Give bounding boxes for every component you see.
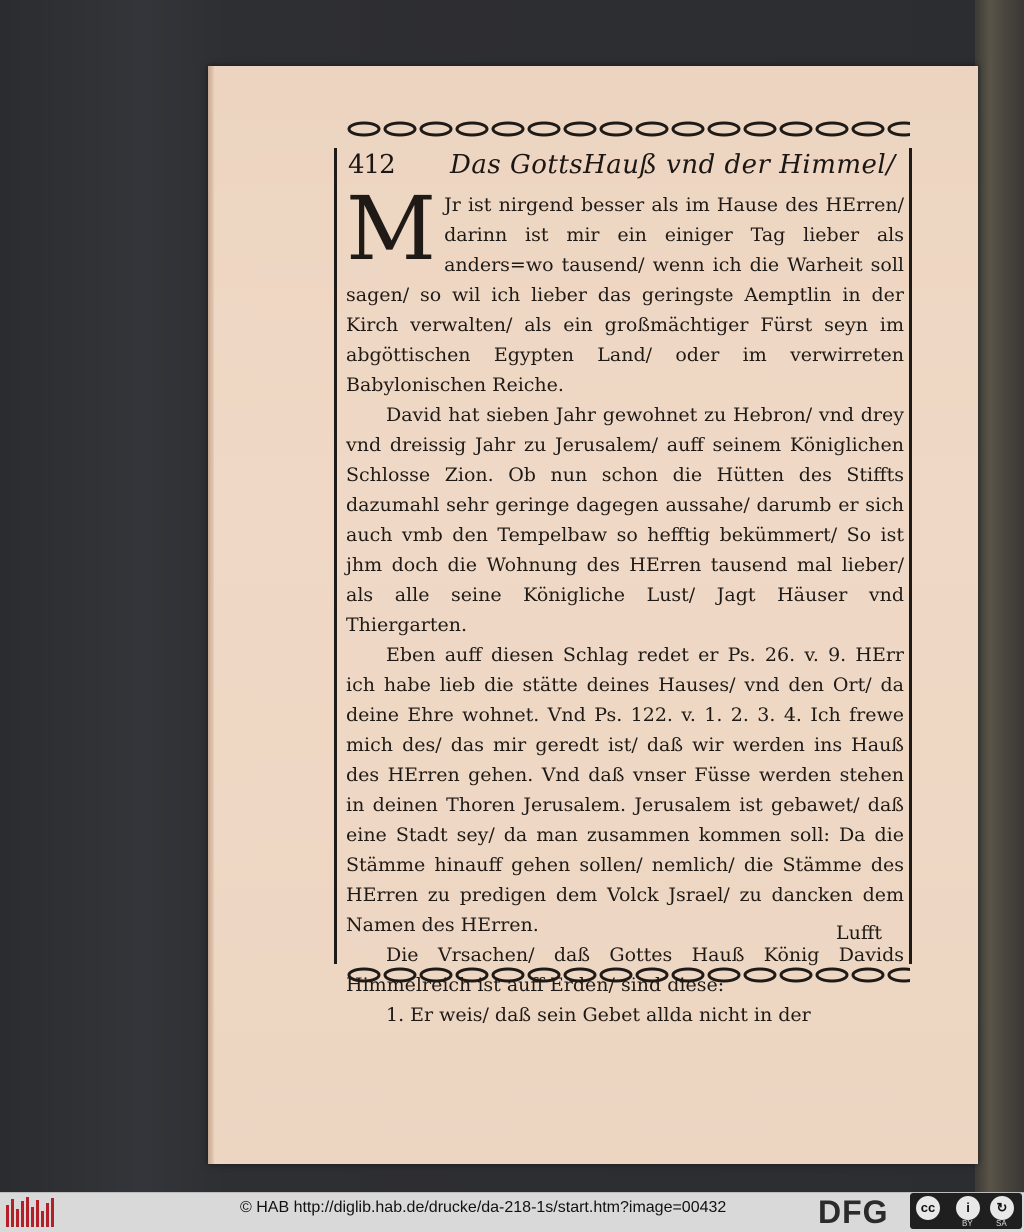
- paragraph-2: David hat sieben Jahr gewohnet zu Hebron/ vnd drey vnd dreissig Jahr zu Jerusalem/ auff seinem Königlichen Schlosse Zion. Ob nun schon die Hütten des Stiffts dazumahl sehr geringe dagegen aussahe/ darumb er sich auch vmb den Tempelbaw so hefftig bekümmert/ So ist jhm doch die Wohnung des HErren tausend mal lieber/ als alle seine Königliche Lust/ Jagt Häuser vnd Thiergarten.: [346, 404, 904, 636]
- ornament-link: [349, 123, 379, 135]
- ornament-link: [601, 123, 631, 135]
- page-edge: [208, 66, 214, 1164]
- paragraph-text: Jr ist nirgend besser als im Hause des HErren/ darinn ist mir ein einiger Tag lieber als anders=wo tausend/ wenn ich die Warheit soll sagen/ so wil ich lieber das geringste Aemptlin in der Kirch verwalten/ als ein großmächtiger Fürst seyn im abgöttischen Egypten Land/ oder im verwirreten Babylonischen Reiche.: [346, 194, 904, 396]
- ornament-link: [457, 123, 487, 135]
- ornament-link: [385, 123, 415, 135]
- ornament-link: [493, 123, 523, 135]
- ornament-link: [709, 123, 739, 135]
- ornament-link: [745, 123, 775, 135]
- paragraph-4: Die Vrsachen/ daß Gottes Hauß König Davids Himmelreich ist auff Erden/ sind diese:: [346, 944, 904, 996]
- ornament-link: [817, 969, 847, 981]
- ornament-link: [673, 123, 703, 135]
- body-text: [346, 177, 904, 1030]
- hab-logo-icon[interactable]: [6, 1197, 54, 1227]
- ornament-link: [421, 123, 451, 135]
- cc-license-badge[interactable]: [910, 1193, 1022, 1229]
- ornament-link: [637, 123, 667, 135]
- ornament-link: [889, 123, 910, 135]
- by-icon: i: [956, 1196, 980, 1220]
- ornament-link: [637, 969, 667, 981]
- source-link[interactable]: © HAB http://diglib.hab.de/drucke/da-218-1s/start.htm?image=00432: [240, 1199, 727, 1216]
- cc-icon: cc: [916, 1196, 940, 1220]
- ornament-link: [601, 969, 631, 981]
- ornament-link: [529, 123, 559, 135]
- drop-capital: M: [346, 177, 437, 280]
- ornament-link: [781, 123, 811, 135]
- ornament-link: [673, 969, 703, 981]
- sa-label: SA: [996, 1219, 1007, 1228]
- ornament-link: [421, 969, 451, 981]
- ornament-link: [853, 969, 883, 981]
- ornament-link: [781, 969, 811, 981]
- ornament-link: [457, 969, 487, 981]
- ornament-link: [889, 969, 910, 981]
- paragraph-3: Eben auff diesen Schlag redet er Ps. 26. v. 9. HErr ich habe lieb die stätte deines Hauses/ vnd den Ort/ da deine Ehre wohnet. Vnd Ps. 122. v. 1. 2. 3. 4. Ich frewe mich des/ das mir geredt ist/ daß wir werden ins Hauß des HErren gehen. Vnd daß vnser Füsse werden stehen in deinen Thoren Jerusalem. Jerusalem ist gebawet/ daß eine Stadt sey/ da man zusammen kommen soll: Da die Stämme hinauff gehen sollen/ nemlich/ die Stämme des HErren zu predigen dem Volck Jsrael/ zu dancken dem Namen des HErren.: [346, 644, 904, 936]
- dfg-logo[interactable]: DFG: [818, 1194, 889, 1230]
- by-label: BY: [962, 1219, 973, 1228]
- ornament-link: [565, 123, 595, 135]
- ornament-link: [853, 123, 883, 135]
- top-ornament-border: [344, 118, 910, 140]
- ornament-link: [493, 969, 523, 981]
- ornament-link: [565, 969, 595, 981]
- ornament-link: [385, 969, 415, 981]
- catchword: Lufft: [836, 922, 882, 944]
- page-number: 412: [348, 150, 395, 180]
- bottom-ornament-border: [344, 964, 910, 986]
- ornament-link: [529, 969, 559, 981]
- sa-icon: ↻: [990, 1196, 1014, 1220]
- book-spine: [975, 0, 1024, 1192]
- paragraph-1: [346, 177, 904, 400]
- ornament-link: [709, 969, 739, 981]
- running-title: Das GottsHauß vnd der Himmel/: [450, 150, 896, 180]
- ornament-link: [817, 123, 847, 135]
- paragraph-5: 1. Er weis/ daß sein Gebet allda nicht in der: [386, 1004, 811, 1026]
- ornament-link: [745, 969, 775, 981]
- ornament-link: [349, 969, 379, 981]
